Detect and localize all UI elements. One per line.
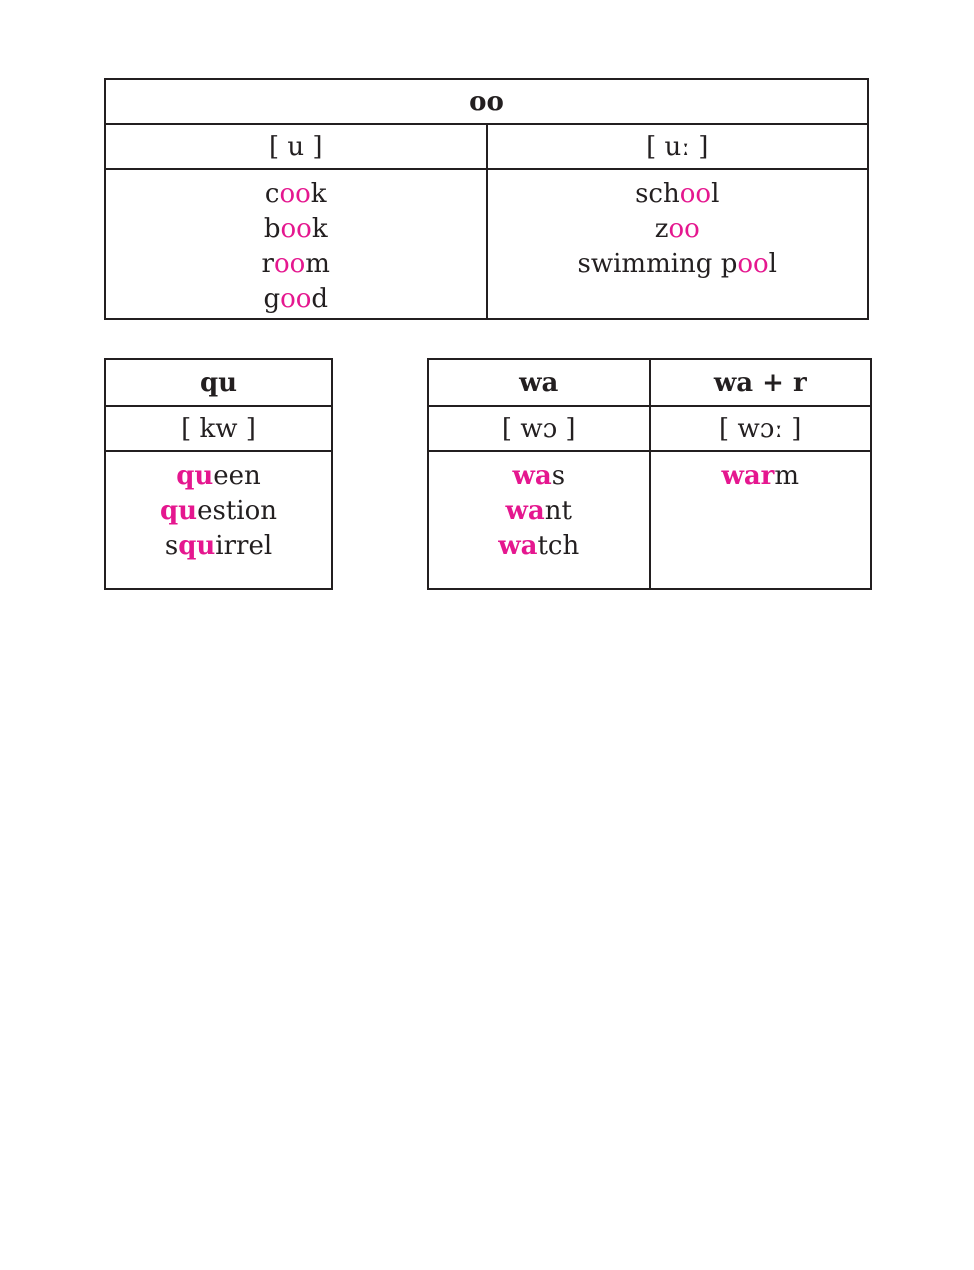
example-word	[488, 177, 868, 212]
wa-table	[427, 358, 872, 590]
word-letters: r	[261, 249, 274, 279]
word-letters: k	[311, 214, 328, 244]
word-letters: l	[711, 179, 720, 209]
highlighted-letters: qu	[176, 461, 214, 491]
example-word	[429, 494, 649, 529]
highlighted-letters: qu	[160, 496, 198, 526]
example-word	[106, 529, 331, 564]
word-letters: tch	[537, 531, 580, 561]
highlighted-letters: oo	[280, 214, 312, 244]
qu-table	[104, 358, 333, 590]
word-letters: estion	[197, 496, 277, 526]
example-word	[429, 529, 649, 564]
oo-header: oo	[105, 79, 868, 124]
wa-ipa: [ wɔ ]	[428, 406, 650, 451]
oo-short-ipa: [ u ]	[105, 124, 487, 169]
example-word	[106, 177, 486, 212]
wa-word-list	[428, 451, 650, 589]
word-letters: nt	[544, 496, 572, 526]
word-letters: m	[305, 249, 330, 279]
word-letters: sch	[635, 179, 680, 209]
example-word	[429, 459, 649, 494]
qu-header: qu	[105, 359, 332, 406]
word-letters: swimming p	[577, 249, 738, 279]
word-letters: g	[263, 284, 281, 314]
example-word	[651, 459, 871, 494]
word-letters: s	[551, 461, 566, 491]
highlighted-letters: wa	[512, 461, 552, 491]
war-ipa: [ wɔː ]	[650, 406, 872, 451]
oo-long-word-list	[487, 169, 869, 319]
highlighted-letters: oo	[273, 249, 306, 279]
example-word	[106, 212, 486, 247]
word-letters: c	[264, 179, 280, 209]
word-letters: k	[310, 179, 327, 209]
qu-word-list	[105, 451, 332, 589]
word-letters: l	[768, 249, 777, 279]
war-word-list	[650, 451, 872, 589]
oo-table	[104, 78, 869, 320]
example-word	[488, 212, 868, 247]
example-word	[106, 494, 331, 529]
highlighted-letters: oo	[280, 284, 312, 314]
word-letters: een	[213, 461, 261, 491]
word-letters: irrel	[215, 531, 273, 561]
war-header: wa + r	[650, 359, 872, 406]
word-letters: m	[774, 461, 800, 491]
highlighted-letters: oo	[737, 249, 769, 279]
example-word	[106, 247, 486, 282]
oo-long-ipa: [ uː ]	[487, 124, 869, 169]
word-letters: s	[164, 531, 179, 561]
highlighted-letters: oo	[279, 179, 311, 209]
word-letters: b	[263, 214, 281, 244]
highlighted-letters: oo	[668, 214, 700, 244]
qu-ipa: [ kw ]	[105, 406, 332, 451]
highlighted-letters: war	[721, 461, 775, 491]
example-word	[488, 247, 868, 282]
word-letters: d	[311, 284, 329, 314]
example-word	[106, 282, 486, 317]
wa-header: wa	[428, 359, 650, 406]
example-word	[106, 459, 331, 494]
highlighted-letters: oo	[679, 179, 712, 209]
highlighted-letters: wa	[505, 496, 545, 526]
highlighted-letters: qu	[178, 531, 216, 561]
word-letters: z	[654, 214, 669, 244]
highlighted-letters: wa	[498, 531, 538, 561]
oo-short-word-list	[105, 169, 487, 319]
